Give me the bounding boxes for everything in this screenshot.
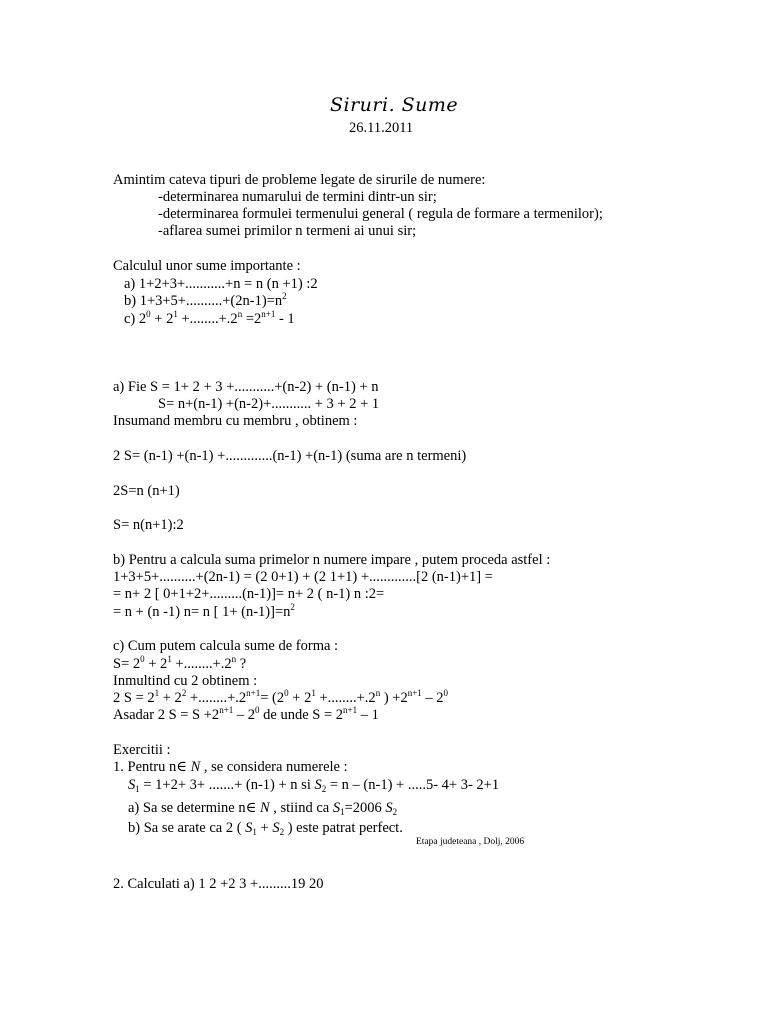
sum-b: b) $1+3+5+..........+(2n-1)=n^2$ — [124, 291, 287, 309]
exercises-heading: Exercitii : — [113, 742, 171, 758]
exercise-1: 1. Pentru n∈ N , se considera numerele : — [113, 759, 348, 775]
part-a-line: 2 S= (n-1) +(n-1) +.............(n-1) +(n-1) (suma are n termeni) — [113, 448, 467, 464]
part-c-line: Inmultind cu 2 obtinem : — [113, 673, 258, 689]
part-a-line: S= n+(n-1) +(n-2)+........... + 3 + 2 + 1 — [158, 396, 380, 412]
exercise-1-numbers: $S_1 = 1+2+ 3+$ .......+ (n-1) + n si $S_2 = n - (n-1) + .....5-$ 4+ 3- 2+1 — [128, 777, 500, 794]
sum-c: c) $2^0 + 2^1 +........+.2^n =2^{n+1} - 1$ — [124, 309, 295, 327]
part-c-line: c) Cum putem calcula sume de forma : — [113, 638, 339, 654]
exercise-source: Etapa judeteana , Dolj, 2006 — [416, 837, 525, 847]
part-a-line: a) Fie S = 1+ 2 + 3 +...........+(n-2) + (n-1) + n — [113, 379, 379, 395]
intro-item: -determinarea numarului de termini dintr-un sir; — [158, 189, 437, 205]
part-c-line: $S= 2^0 + 2^1 +........+.2^n$ ? — [113, 654, 247, 672]
sum-a: a) 1+2+3+...........+n = n (n +1) :2 — [124, 276, 318, 292]
part-c-line: 2 $S = 2^1 + 2^2 +........+.2^{n+1}= (2^0 + 2^1 +........+.2^n$ ) $+2^{n+1} - 2^0$ — [113, 688, 449, 706]
exercise-2: 2. Calculati a) 1 2 +2 3 +.........19 20 — [113, 876, 324, 892]
part-b-line: b) Pentru a calcula suma primelor n numere impare , putem proceda astfel : — [113, 552, 551, 568]
part-a-line: S= n(n+1):2 — [113, 517, 184, 533]
intro-line: Amintim cateva tipuri de probleme legate de sirurile de numere: — [113, 172, 486, 188]
page-date: 26.11.2011 — [349, 120, 414, 136]
part-b-line: 1+3+5+..........+(2n-1) = (2 0+1) + (2 1+1) +.............[2 (n-1)+1] = — [113, 569, 493, 585]
part-b-line: = n+ 2 [ 0+1+2+.........(n-1)]= n+ 2 ( n-1) n :2= — [113, 586, 385, 602]
part-a-line: Insumand membru cu membru , obtinem : — [113, 413, 358, 429]
page-title: Siruri. Sume — [330, 94, 459, 116]
part-b-line: = n + (n -1) n= n [ $1+ (n-1)]=n^2$ — [113, 602, 295, 620]
part-c-line: Asadar 2 $S = S +2^{n+1} - 2^0$ de unde $S = 2^{n+1} - 1$ — [113, 705, 379, 723]
intro-item: -determinarea formulei termenului general ( regula de formare a termenilor); — [158, 206, 603, 222]
sums-heading: Calculul unor sume importante : — [113, 258, 301, 274]
part-a-line: 2S=n (n+1) — [113, 483, 180, 499]
intro-item: -aflarea sumei primilor n termeni ai unui sir; — [158, 223, 417, 239]
exercise-1b: b) Sa se arate ca 2 ( $S_1 + S_2$ ) este patrat perfect. — [128, 820, 403, 837]
exercise-1a: a) Sa se determine n∈ N , stiind ca $S_1=2006$ $S_2$ — [128, 800, 398, 817]
